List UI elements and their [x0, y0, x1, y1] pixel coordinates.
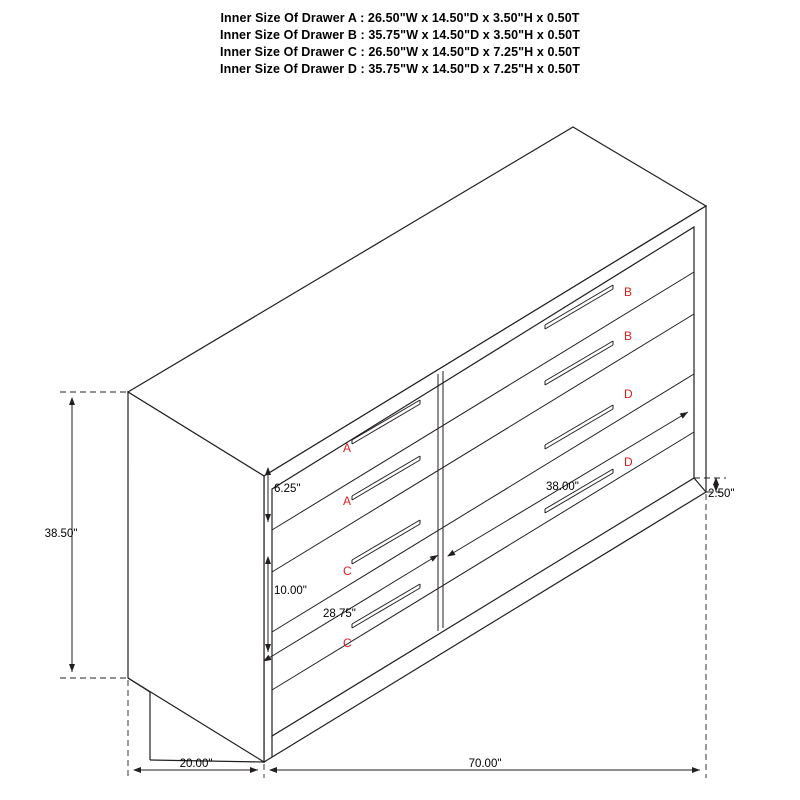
- dim-label-drawer-c-height: 10.00": [274, 585, 307, 597]
- drawer-callout-d2: D: [624, 455, 633, 469]
- drawer-callout-a2: A: [343, 494, 352, 508]
- dim-label-base-height: 2.50": [708, 488, 735, 500]
- base-left: [128, 678, 150, 760]
- spec-line-a: Inner Size Of Drawer A : 26.50"W x 14.50"D x 3.50"H x 0.50T: [220, 11, 580, 25]
- drawer-callout-d1: D: [624, 387, 633, 401]
- spec-line-c: Inner Size Of Drawer C : 26.50"W x 14.50"D x 7.25"H x 0.50T: [220, 45, 580, 59]
- drawer-callout-b2: B: [624, 329, 633, 343]
- dim-label-depth: 20.00": [179, 758, 213, 770]
- dim-label-drawer-large-width: 38.00": [546, 481, 579, 493]
- spec-line-b: Inner Size Of Drawer B : 35.75"W x 14.50"D x 3.50"H x 0.50T: [220, 28, 580, 42]
- drawer-callout-c2: C: [343, 636, 352, 650]
- drawer-callout-c1: C: [343, 564, 352, 578]
- dim-label-width: 70.00": [468, 758, 502, 770]
- dim-label-total-height: 38.50": [44, 528, 78, 540]
- spec-line-d: Inner Size Of Drawer D : 35.75"W x 14.50"D x 7.25"H x 0.50T: [220, 62, 580, 76]
- drawer-callout-b1: B: [624, 285, 633, 299]
- dim-label-drawer-small-width: 28.75": [323, 608, 356, 620]
- cabinet-outline: [128, 127, 706, 762]
- drawer-callout-a1: A: [343, 441, 352, 455]
- dim-label-drawer-a-height: 6.25": [274, 483, 301, 495]
